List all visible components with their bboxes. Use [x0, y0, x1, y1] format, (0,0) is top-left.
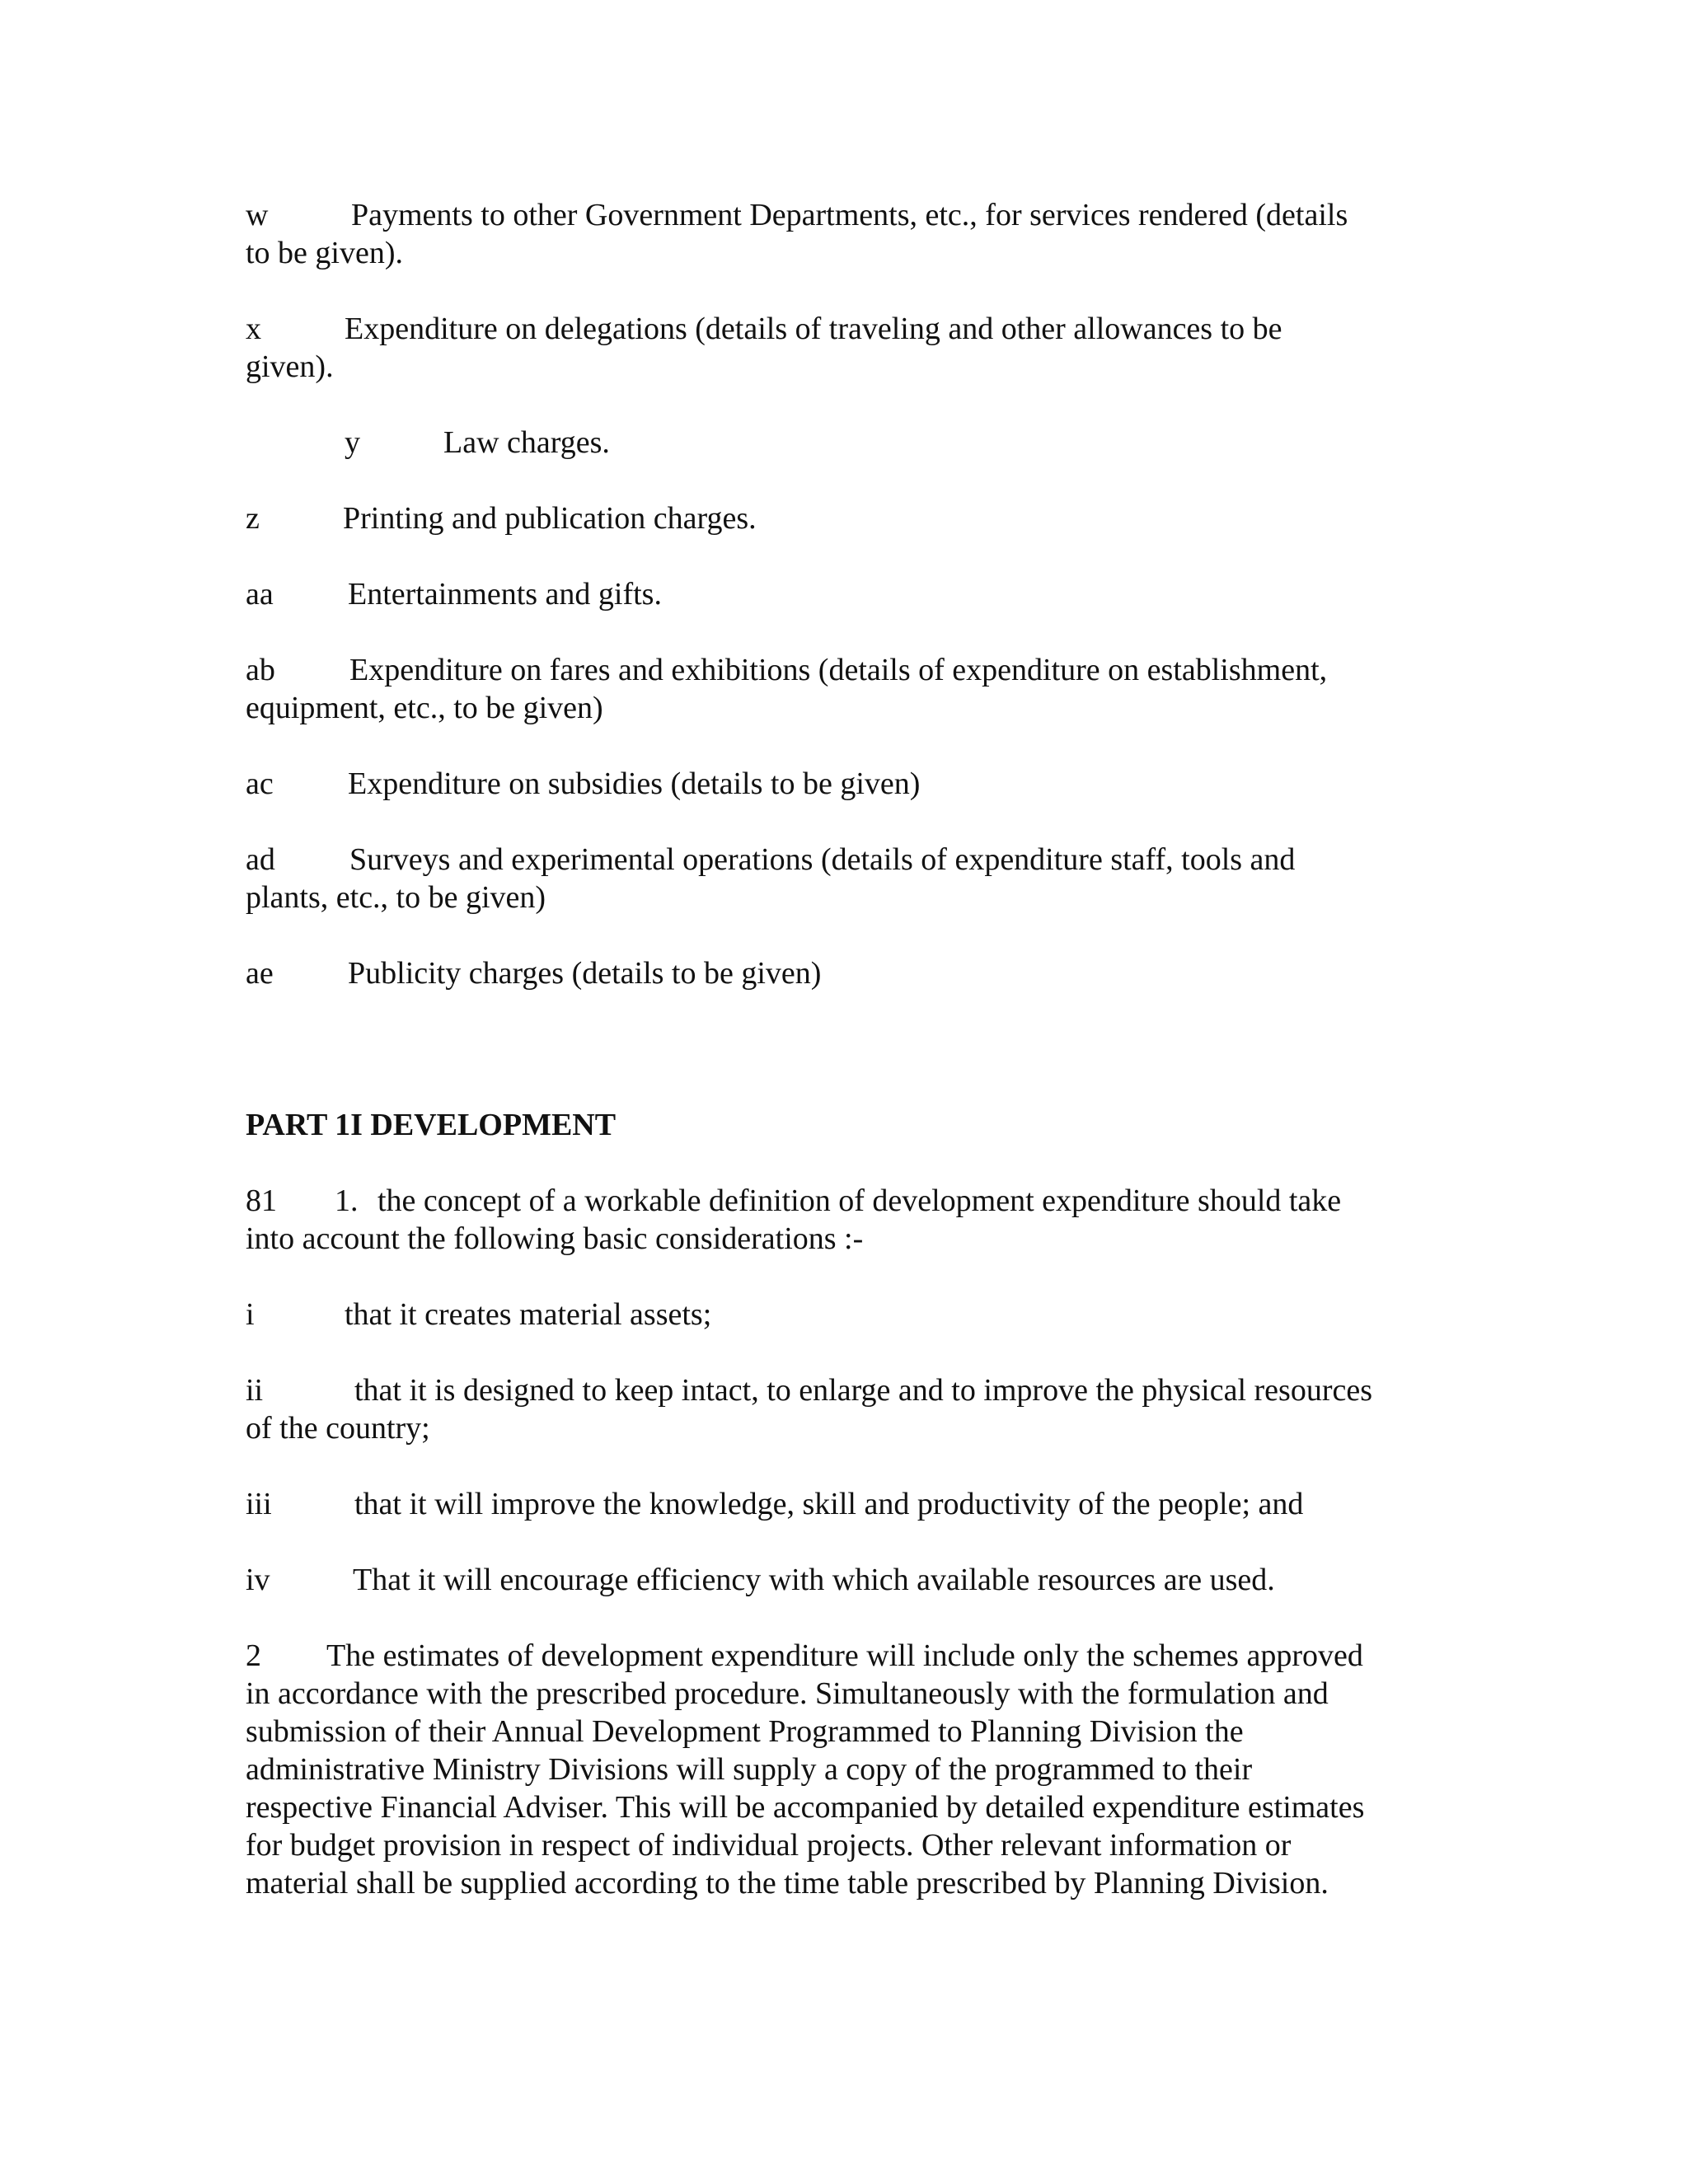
item-text-line: Law charges. — [443, 425, 610, 460]
item-text-line: equipment, etc., to be given) — [246, 691, 603, 725]
paragraph-text-line: the concept of a workable definition of development expenditure should take — [377, 1183, 1342, 1218]
item-text-line: Printing and publication charges. — [343, 501, 757, 536]
paragraph-text-line: The estimates of development expenditure will include only the schemes approved — [326, 1638, 1363, 1673]
item-text-line: Expenditure on subsidies (details to be given) — [348, 766, 921, 801]
paragraph-subnumber: 1. — [335, 1183, 359, 1218]
item-label: iii — [246, 1487, 272, 1521]
list-item-i — [246, 1296, 1432, 1333]
item-text-line: given). — [246, 349, 334, 384]
item-text-line: Surveys and experimental operations (details of expenditure staff, tools and — [349, 842, 1296, 877]
item-text-line: plants, etc., to be given) — [246, 880, 546, 915]
item-text-line: that it is designed to keep intact, to enlarge and to improve the physical resources — [354, 1373, 1372, 1408]
paragraph-text-line: for budget provision in respect of individual projects. Other relevant information or — [246, 1828, 1292, 1863]
list-item-ad — [246, 841, 1432, 916]
item-label: aa — [246, 577, 274, 612]
item-text-line: Expenditure on fares and exhibitions (details of expenditure on establishment, — [349, 653, 1328, 687]
list-item-iii — [246, 1485, 1432, 1523]
item-label: ae — [246, 956, 274, 991]
item-text-line: of the country; — [246, 1411, 430, 1446]
list-item-ae — [246, 954, 1432, 992]
paragraph-number: 2 — [246, 1638, 261, 1673]
item-text-line: Publicity charges (details to be given) — [348, 956, 822, 991]
paragraph-text-line: submission of their Annual Development Programmed to Planning Division the — [246, 1714, 1244, 1749]
list-item-ac — [246, 765, 1432, 803]
item-text-line: Entertainments and gifts. — [348, 577, 662, 612]
list-item-x — [246, 310, 1432, 386]
item-label: z — [246, 501, 260, 536]
item-text-line: Payments to other Government Departments, etc., for services rendered (details — [351, 198, 1348, 232]
paragraph-text-line: into account the following basic considerations :- — [246, 1221, 864, 1256]
item-label: w — [246, 198, 269, 232]
list-item-iv — [246, 1561, 1432, 1599]
paragraph-text-line: material shall be supplied according to the time table prescribed by Planning Division. — [246, 1866, 1329, 1900]
list-item-ab — [246, 651, 1432, 727]
item-text-line: That it will encourage efficiency with which available resources are used. — [353, 1563, 1275, 1597]
item-label: i — [246, 1297, 255, 1332]
paragraph-text-line: in accordance with the prescribed procedure. Simultaneously with the formulation and — [246, 1676, 1329, 1711]
item-label: ac — [246, 766, 274, 801]
list-item-ii — [246, 1371, 1432, 1447]
item-label: ab — [246, 653, 275, 687]
item-text-line: that it will improve the knowledge, skill and productivity of the people; and — [354, 1487, 1304, 1521]
list-item-y — [246, 424, 1432, 462]
paragraph-2 — [246, 1637, 1432, 1902]
paragraph-text-line: respective Financial Adviser. This will be accompanied by detailed expenditure estimates — [246, 1790, 1365, 1825]
item-label: iv — [246, 1563, 270, 1597]
list-item-aa — [246, 575, 1432, 613]
item-text-line: Expenditure on delegations (details of traveling and other allowances to be — [345, 312, 1282, 346]
paragraph-81 — [246, 1182, 1432, 1258]
paragraph-number: 81 — [246, 1183, 277, 1218]
item-label: ii — [246, 1373, 264, 1408]
item-text-line: that it creates material assets; — [345, 1297, 712, 1332]
list-item-z — [246, 499, 1432, 537]
item-label: ad — [246, 842, 275, 877]
section-heading: PART 1I DEVELOPMENT — [246, 1108, 617, 1142]
item-label: x — [246, 312, 261, 346]
item-text-line: to be given). — [246, 236, 404, 270]
list-item-w — [246, 196, 1432, 272]
paragraph-text-line: administrative Ministry Divisions will supply a copy of the programmed to their — [246, 1752, 1253, 1787]
item-label: y — [345, 425, 360, 460]
